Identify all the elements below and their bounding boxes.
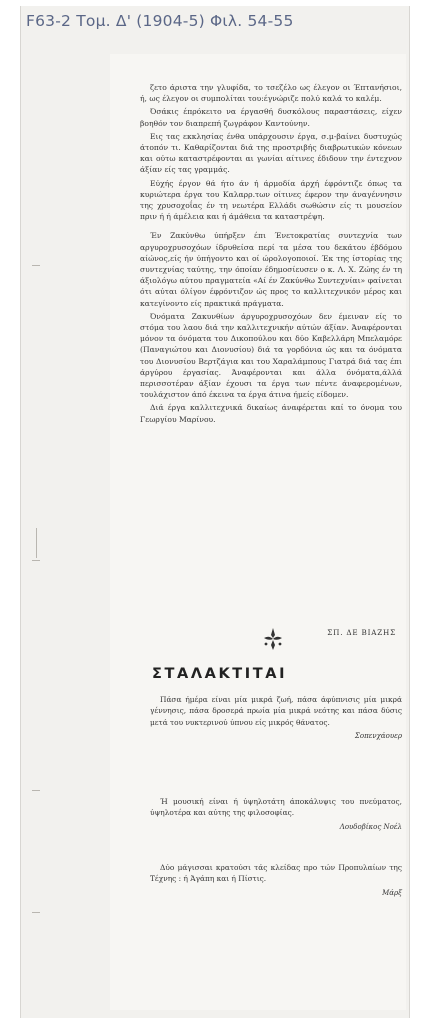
quote-block	[150, 796, 402, 833]
article-signature: ΣΠ. ΔΕ ΒΙΑΖΗΣ	[327, 628, 396, 637]
article-paragraph: Όσάκις έπρόκειτο να έργασθή δυσκόλους παραστάσεις, είχεν βοηθόν τον διαπρεπή ζωγράφον Καντούνην.	[140, 107, 402, 128]
quote-text: Ή μουσική είναι ή ύψηλοτάτη άποκάλυψις του πνεύματος, ύψηλοτέρα και αύτης της φιλοσοφίας.	[150, 797, 402, 818]
quote-block	[150, 694, 402, 743]
article-paragraph: Διά έργα καλλιτεχνικά δικαίως άναφέρεται καί το όνομα του Γεωργίου Μαρίνου.	[140, 403, 402, 424]
quote-author: Μάρξ	[382, 888, 402, 897]
fold-mark	[32, 912, 40, 913]
article-body	[140, 82, 402, 427]
handwritten-reference: F63-2 Τομ. Δ' (1904-5) Φιλ. 54-55	[26, 12, 294, 30]
article-paragraph: Εις τας εκκλησίας ένθα υπάρχουσιν έργα, σ.μ-βαίνει δυστυχώς άτοπόν τι. Καθαρίζονται διά της προστριβής διαβρωτικών κόνεων και ούτω καταστρέφονται αι γωνίαι αίτινες έδιδουν την έντεχνον άξίαν είς τας γραμμάς.	[140, 131, 402, 175]
fold-mark	[32, 560, 40, 561]
article-paragraph: Έν Ζακύνθω ύπήρξεν έπι Ένετοκρατίας συντεχνία των αργυροχρυσοχόων ίδρυθείσα περί τα μέσα του δεκάτου έβδόμου αίώνος,είς ήν ύπήγοντο και οί ώρολογοποιοί. Έκ της ίστορίας της συντεχνίας ταύτης, την όποίαν έδημοσίευσεν ο κ. Λ. Χ. Ζώης έν τη άξιολόγω αύτου πραγματεία «Αί έν Ζακύνθω Συντεχνίαι» φαίνεται ότι αύται όλίγον έφρόντιζον ώς προς το καλλιτεχνικόν μέρος και κατεγίνοντο είς πρακτικά πράγματα.	[140, 231, 402, 308]
fold-mark	[32, 790, 40, 791]
fold-mark	[36, 528, 37, 558]
article-paragraph: Εύχής έργον θά ήτο άν ή άρμοδία άρχή έφρόντιζε όπως τα κυριώτερα έργα του Καλαρρ.των οίτινες έφερον την άναγέννησιν της χρυσοχοΐας έν τη νεωτέρα Ελλάδι σωθώσιν είς τι μουσείον πριν ή ή άμέλεια και ή άμάθεια τα καταστρέψη.	[140, 178, 402, 222]
quote-text: Δύο μάγισσαι κρατούσι τάς κλείδας προ τών Προπυλαίων της Τέχνης : ή Άγάπη και ή Πίστις.	[150, 863, 402, 884]
article-paragraph: ζετο άριστα την γλυφίδα, το τσεζέλο ως έλεγον οι Έπτανήσιοι, ή, ως έλεγον οι συμπολίται του:έγνώριζε πολύ καλά το καλέμ.	[140, 83, 402, 104]
fold-mark	[32, 265, 40, 266]
quote-author: Λουδοβίκος Νοέλ	[339, 822, 402, 831]
quote-block	[150, 862, 402, 899]
quote-author: Σοπενχάουερ	[354, 732, 402, 741]
quote-text: Πάσα ήμέρα είναι μία μικρά ζωή, πάσα άφύπνισις μία μικρά γέννησις, πάσα δροσερά πρωία μία μικρά νεότης και πάσα δύσις μετά του νυκτερινού ύπνου είς μικρός θάνατος.	[150, 695, 402, 727]
article-paragraph: Όνόματα Ζακυνθίων άργυροχρυσοχόων δεν έμειναν είς το στόμα του λαου διά την καλλιτεχνικήν αύτών άξίαν. Άναφέρονται μόνον τα όνόματα του Δικοπούλου και δύο Καβελλάρη Μπελαμόρε (Παναγιώτου και Διονυσίου) διά τα γορδόνια ώς και τα όνόματα του Διονυσίου Βερτζάγια και του Χαραλάμπους Γιατρά διά τας έπι άργύρου έργασίας. Άναφέρονται και άλλα όνόματα,άλλά περισσοτέραν άξίαν έχουσι τα έργα των πέντε άναφερομένων, τουλάχιστον άπό έκεινα τα έργα άτινα ήμείς είδομεν.	[140, 311, 402, 400]
ornament-icon	[262, 626, 284, 652]
section-title: ΣΤΑΛΑΚΤΙΤΑΙ	[152, 666, 288, 682]
